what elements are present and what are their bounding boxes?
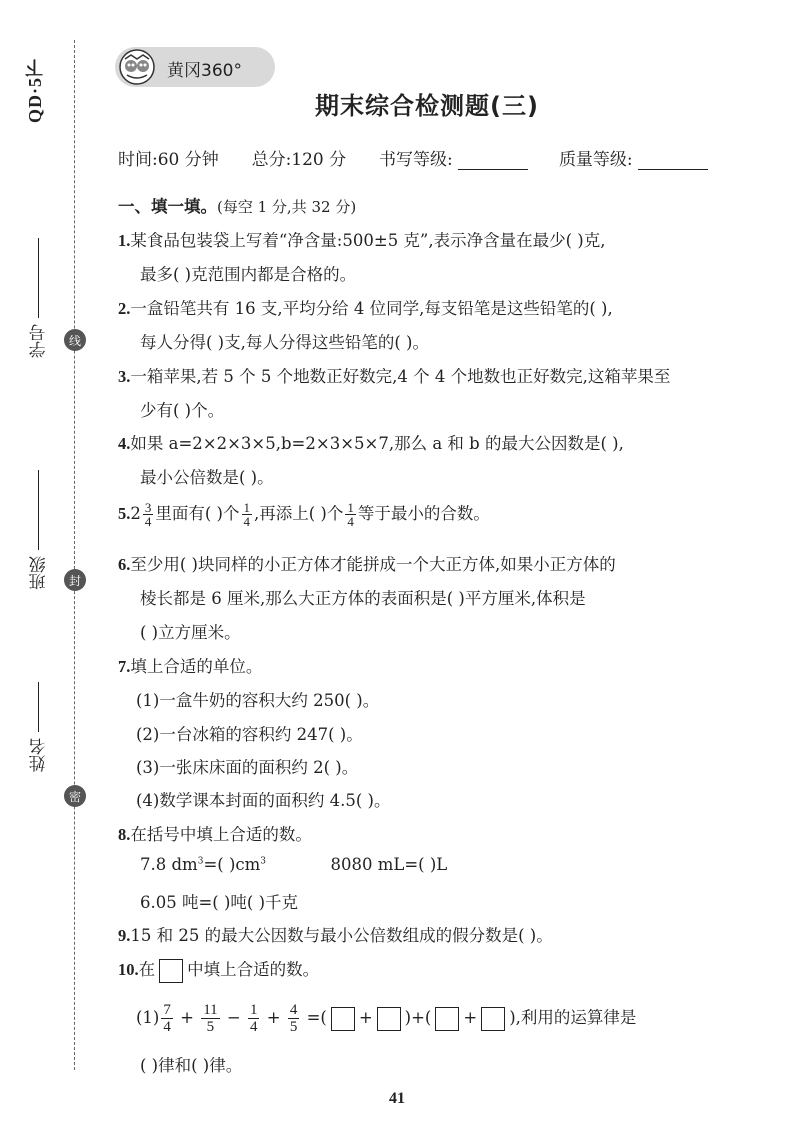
answer-box-3[interactable] (435, 1007, 459, 1031)
seal-line: 线 (64, 329, 86, 351)
name-field: 姓名 (24, 682, 54, 772)
question-8-row-1: 7.8 $dm^3=$( )$cm^3$ 8080 mL=( )L (140, 855, 448, 874)
question-4-line2: 最小公倍数是( )。 (140, 468, 274, 487)
question-8: 8.在括号中填上合适的数。 (118, 825, 312, 844)
question-1-line2: 最多( )克范围内都是合格的。 (140, 265, 357, 284)
section-heading: 一、填一填。(每空 1 分,共 32 分) (118, 197, 357, 216)
question-7: 7.填上合适的单位。 (118, 657, 263, 676)
quality-grade-blank[interactable] (638, 169, 708, 170)
quality-grade-label: 质量等级: (558, 150, 633, 170)
question-7-item-4: (4)数学课本封面的面积约 4.5( )。 (136, 791, 391, 810)
class-field: 班级 (24, 470, 54, 590)
time-limit: 时间:60 分钟 (118, 150, 219, 170)
question-9: 9.15 和 25 的最大公因数与最小公倍数组成的假分数是( )。 (118, 926, 553, 945)
student-id-field: 学号 (24, 238, 54, 358)
writing-grade-blank[interactable] (458, 169, 528, 170)
question-2-line2: 每人分得( )支,每人分得这些铅笔的( )。 (140, 333, 429, 352)
question-7-item-2: (2)一台冰箱的容积约 247( )。 (136, 725, 363, 744)
answer-box-1[interactable] (331, 1007, 355, 1031)
writing-grade-label: 书写等级: (378, 150, 453, 170)
question-10: 10.在 中填上合适的数。 (118, 956, 319, 983)
page-number: 41 (389, 1090, 405, 1107)
question-1: 1.某食品包装袋上写着“净含量:500±5 克”,表示净含量在最少( )克, (118, 231, 606, 250)
question-3-line2: 少有( )个。 (140, 401, 225, 420)
exam-info (118, 145, 708, 170)
question-6-line3: ( )立方厘米。 (140, 623, 241, 642)
mascot-logo-icon (119, 49, 155, 85)
brand-badge (115, 47, 275, 87)
question-6-line2: 棱长都是 6 厘米,那么大正方体的表面积是( )平方厘米,体积是 (140, 589, 586, 608)
brand-text: 黄冈360° (167, 61, 242, 81)
total-score: 总分:120 分 (251, 150, 347, 170)
answer-box-2[interactable] (377, 1007, 401, 1031)
seal-secret: 密 (64, 785, 86, 807)
question-10-part-1-line2: ( )律和( )律。 (140, 1056, 243, 1075)
question-10-part-1: (1) $\frac{7}{4}$ + $\frac{11}{5}$ − $\frac{1}{4}$ + $\frac{4}{5}$ =( + )+( + ),利用的运算律是 (136, 1002, 637, 1035)
seal-seal: 封 (64, 569, 86, 591)
question-7-item-1: (1)一盒牛奶的容积大约 250( )。 (136, 691, 380, 710)
question-8-row-2: 6.05 吨=( )吨( )千克 (140, 893, 299, 912)
question-2: 2.一盒铅笔共有 16 支,平均分给 4 位同学,每支铅笔是这些铅笔的( ), (118, 299, 613, 318)
example-box (159, 959, 183, 983)
question-5: 5.2 $\frac{3}{4}$ 里面有( )个 $\frac{1}{4}$ ,再添上( )个 $\frac{1}{4}$ 等于最小的合数。 (118, 500, 490, 529)
question-7-item-3: (3)一张床床面的面积约 2( )。 (136, 758, 359, 777)
answer-box-4[interactable] (481, 1007, 505, 1031)
question-3: 3.一箱苹果,若 5 个 5 个地数正好数完,4 个 4 个地数也正好数完,这箱苹果至 (118, 367, 671, 386)
cut-line (74, 40, 75, 1070)
page-title: 期末综合检测题(三) (315, 92, 539, 120)
book-code: QD·5下 (25, 58, 45, 124)
question-4: 4.如果 a=2×2×3×5,b=2×3×5×7,那么 a 和 b 的最大公因数是( ), (118, 434, 624, 453)
question-6: 6.至少用( )块同样的小正方体才能拼成一个大正方体,如果小正方体的 (118, 555, 616, 574)
